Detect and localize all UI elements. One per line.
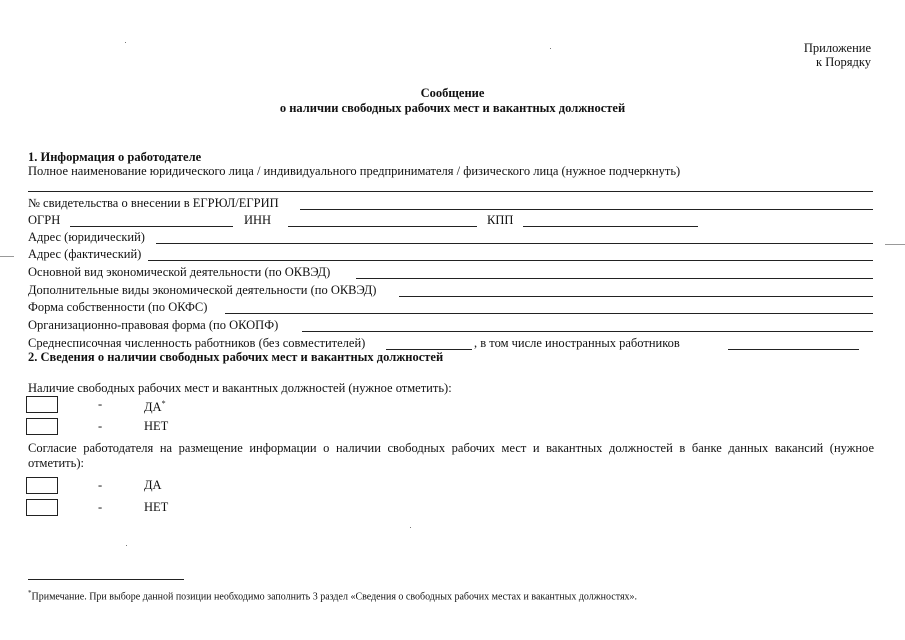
okved-extra-field[interactable] [399, 296, 873, 297]
okved-extra-label: Дополнительные виды экономической деятельности (по ОКВЭД) [28, 283, 377, 297]
vacancy-yes-label: ДА* [144, 399, 166, 415]
document-title: Сообщение [420, 86, 485, 100]
vacancy-no-checkbox[interactable] [26, 418, 58, 435]
consent-no-checkbox[interactable] [26, 499, 58, 516]
vacancy-no-label: НЕТ [144, 419, 169, 433]
ogrn-label: ОГРН [28, 213, 61, 227]
consent-yes-checkbox[interactable] [26, 477, 58, 494]
headcount-label: Среднесписочная численность работников (без совместителей) [28, 336, 366, 350]
footnote [28, 586, 637, 604]
scan-speck [126, 545, 127, 546]
footnote-mark: * [28, 589, 32, 597]
kpp-label: КПП [487, 213, 514, 227]
vacancy-question: Наличие свободных рабочих мест и вакантных должностей (нужное отметить): [28, 381, 452, 395]
egrul-field[interactable] [300, 209, 873, 210]
dash: - [98, 397, 103, 411]
dash: - [98, 478, 103, 492]
consent-question-line2: отметить): [28, 456, 84, 470]
scan-mark [0, 256, 14, 257]
kpp-field[interactable] [523, 226, 698, 227]
ogrn-field[interactable] [70, 226, 233, 227]
document-subtitle: о наличии свободных рабочих мест и вакантных должностей [279, 101, 626, 115]
appendix-line2: к Порядку [816, 55, 871, 69]
footnote-separator [28, 579, 184, 580]
full-name-label: Полное наименование юридического лица / индивидуального предпринимателя / физического лица (нужное подчеркнуть) [28, 164, 681, 178]
scan-speck [125, 42, 126, 43]
consent-no-label: НЕТ [144, 500, 169, 514]
okopf-label: Организационно-правовая форма (по ОКОПФ) [28, 318, 279, 332]
section1-heading: 1. Информация о работодателе [28, 150, 202, 164]
dash: - [98, 419, 103, 433]
dash: - [98, 500, 103, 514]
footnote-marker: * [161, 399, 166, 408]
address-legal-field[interactable] [156, 243, 873, 244]
address-actual-label: Адрес (фактический) [28, 247, 142, 261]
egrul-label: № свидетельства о внесении в ЕГРЮЛ/ЕГРИП [28, 196, 279, 210]
okopf-field[interactable] [302, 331, 873, 332]
inn-field[interactable] [288, 226, 477, 227]
scan-speck [550, 48, 551, 49]
full-name-line[interactable] [28, 191, 873, 192]
address-actual-field[interactable] [148, 260, 873, 261]
address-legal-label: Адрес (юридический) [28, 230, 145, 244]
inn-label: ИНН [244, 213, 272, 227]
consent-yes-label: ДА [144, 478, 162, 492]
appendix-line1: Приложение [803, 41, 871, 55]
section2-heading: 2. Сведения о наличии свободных рабочих мест и вакантных должностей [28, 350, 444, 364]
footnote-text: Примечание. При выборе данной позиции необходимо заполнить 3 раздел «Сведения о свободных рабочих местах и вакантных должностях». [31, 591, 638, 603]
foreign-label: , в том числе иностранных работников [474, 336, 680, 350]
okved-main-field[interactable] [356, 278, 873, 279]
okfs-field[interactable] [225, 313, 873, 314]
scan-speck [410, 527, 411, 528]
scan-mark [885, 244, 905, 245]
consent-question-line1: Согласие работодателя на размещение информации о наличии свободных рабочих мест и вакантных должностей в банке данных вакансий (нужное [28, 441, 874, 455]
okved-main-label: Основной вид экономической деятельности (по ОКВЭД) [28, 265, 331, 279]
okfs-label: Форма собственности (по ОКФС) [28, 300, 208, 314]
vacancy-yes-checkbox[interactable] [26, 396, 58, 413]
foreign-field[interactable] [728, 349, 859, 350]
